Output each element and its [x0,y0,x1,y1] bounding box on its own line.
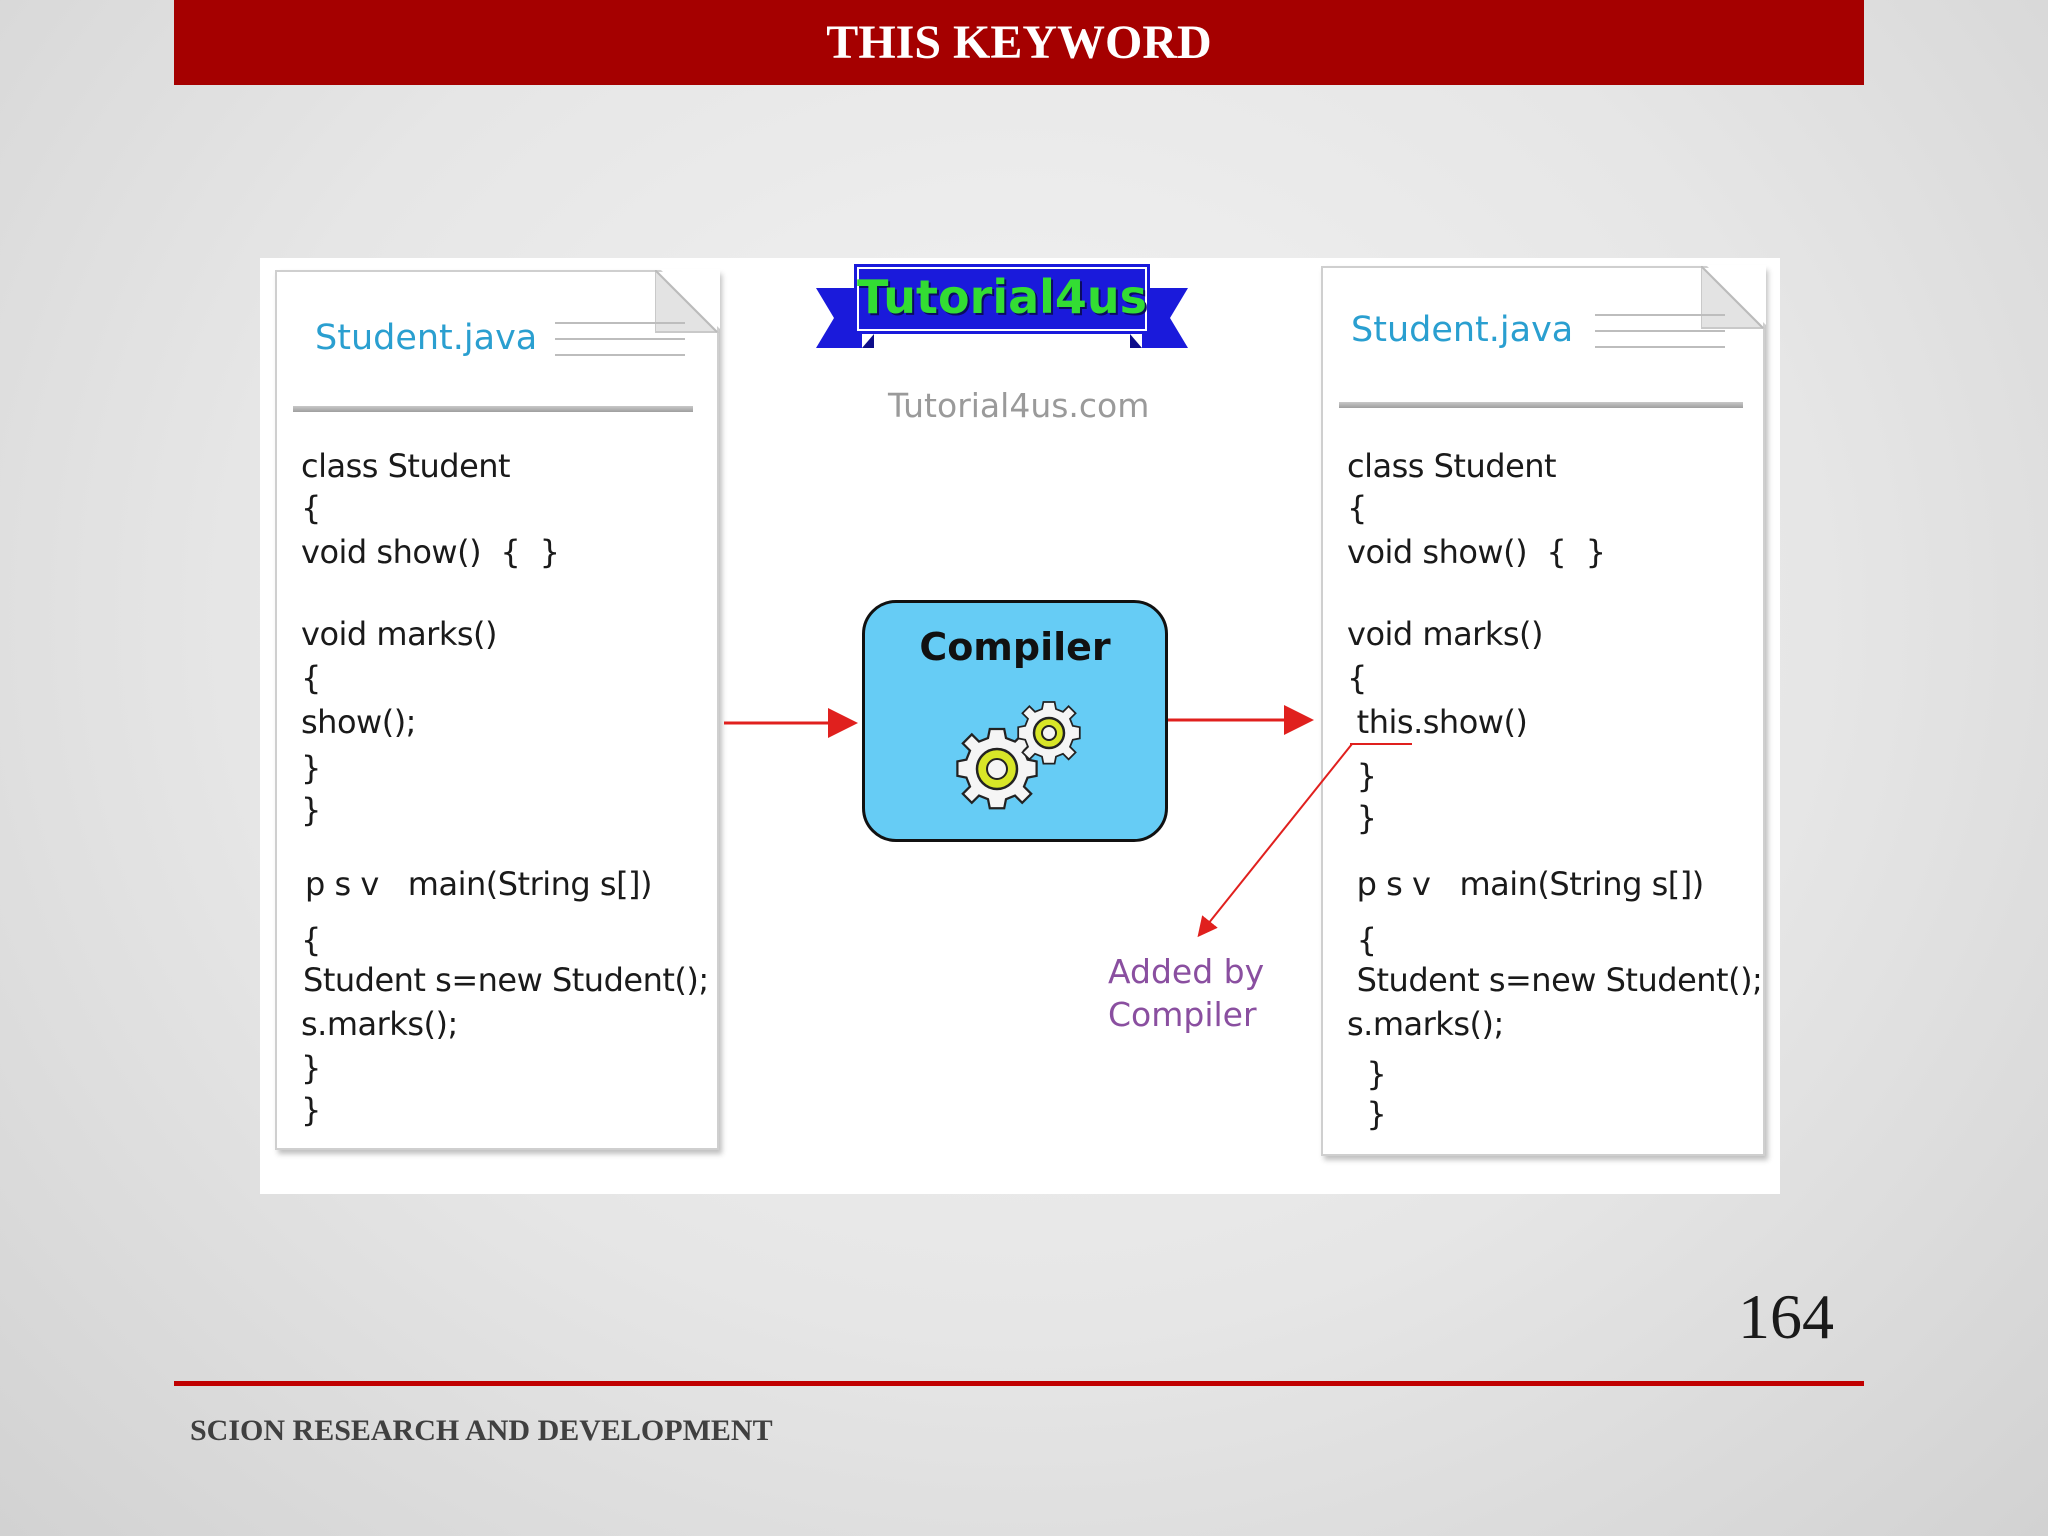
annotation-line: Compiler [1108,995,1257,1034]
code-line: { [301,659,321,697]
code-line: { [301,489,321,527]
annotation-line: Added by [1108,952,1265,991]
code-line: Student s=new Student(); [1347,961,1763,999]
code-line: s.marks(); [301,1005,458,1043]
code-line: } [301,1049,321,1087]
added-by-compiler-label [1108,950,1264,1036]
code-line: } [301,1091,321,1129]
code-line: p s v main(String s[]) [1347,865,1704,903]
code-line: { [1347,489,1367,527]
page-number: 164 [1738,1281,1834,1352]
logo-text: Tutorial4us [856,270,1148,324]
code-line: } [301,791,321,829]
code-line: void marks() [301,615,497,653]
code-line: { [1347,921,1377,959]
code-line: { [301,921,321,959]
code-line: show(); [301,703,416,741]
code-line: p s v main(String s[]) [305,865,653,903]
code-line-added: this.show() [1347,703,1528,741]
annotation-arrow [1200,744,1352,934]
figure-this-keyword [260,258,1780,1194]
code-line: } [1347,799,1377,837]
code-line: void show() { } [1347,533,1606,571]
code-line: } [1347,1095,1387,1133]
code-line: void marks() [1347,615,1543,653]
left-filename: Student.java [315,318,538,358]
code-line: class Student [301,447,511,485]
footer-text: SCION RESEARCH AND DEVELOPMENT [190,1414,773,1447]
arrows-layer [260,258,1780,1194]
compiler-label: Compiler [919,625,1111,669]
code-line: } [1347,1055,1387,1093]
code-line: class Student [1347,447,1557,485]
code-line: } [301,749,321,787]
code-line: Student s=new Student(); [303,961,709,999]
code-line: { [1347,659,1367,697]
code-line: s.marks(); [1347,1005,1504,1043]
code-line: void show() { } [301,533,560,571]
slide-title: THIS KEYWORD [174,0,1864,85]
right-filename: Student.java [1351,310,1574,350]
footer-divider [174,1381,1864,1386]
code-line: } [1347,757,1377,795]
site-url: Tutorial4us.com [888,386,1150,425]
